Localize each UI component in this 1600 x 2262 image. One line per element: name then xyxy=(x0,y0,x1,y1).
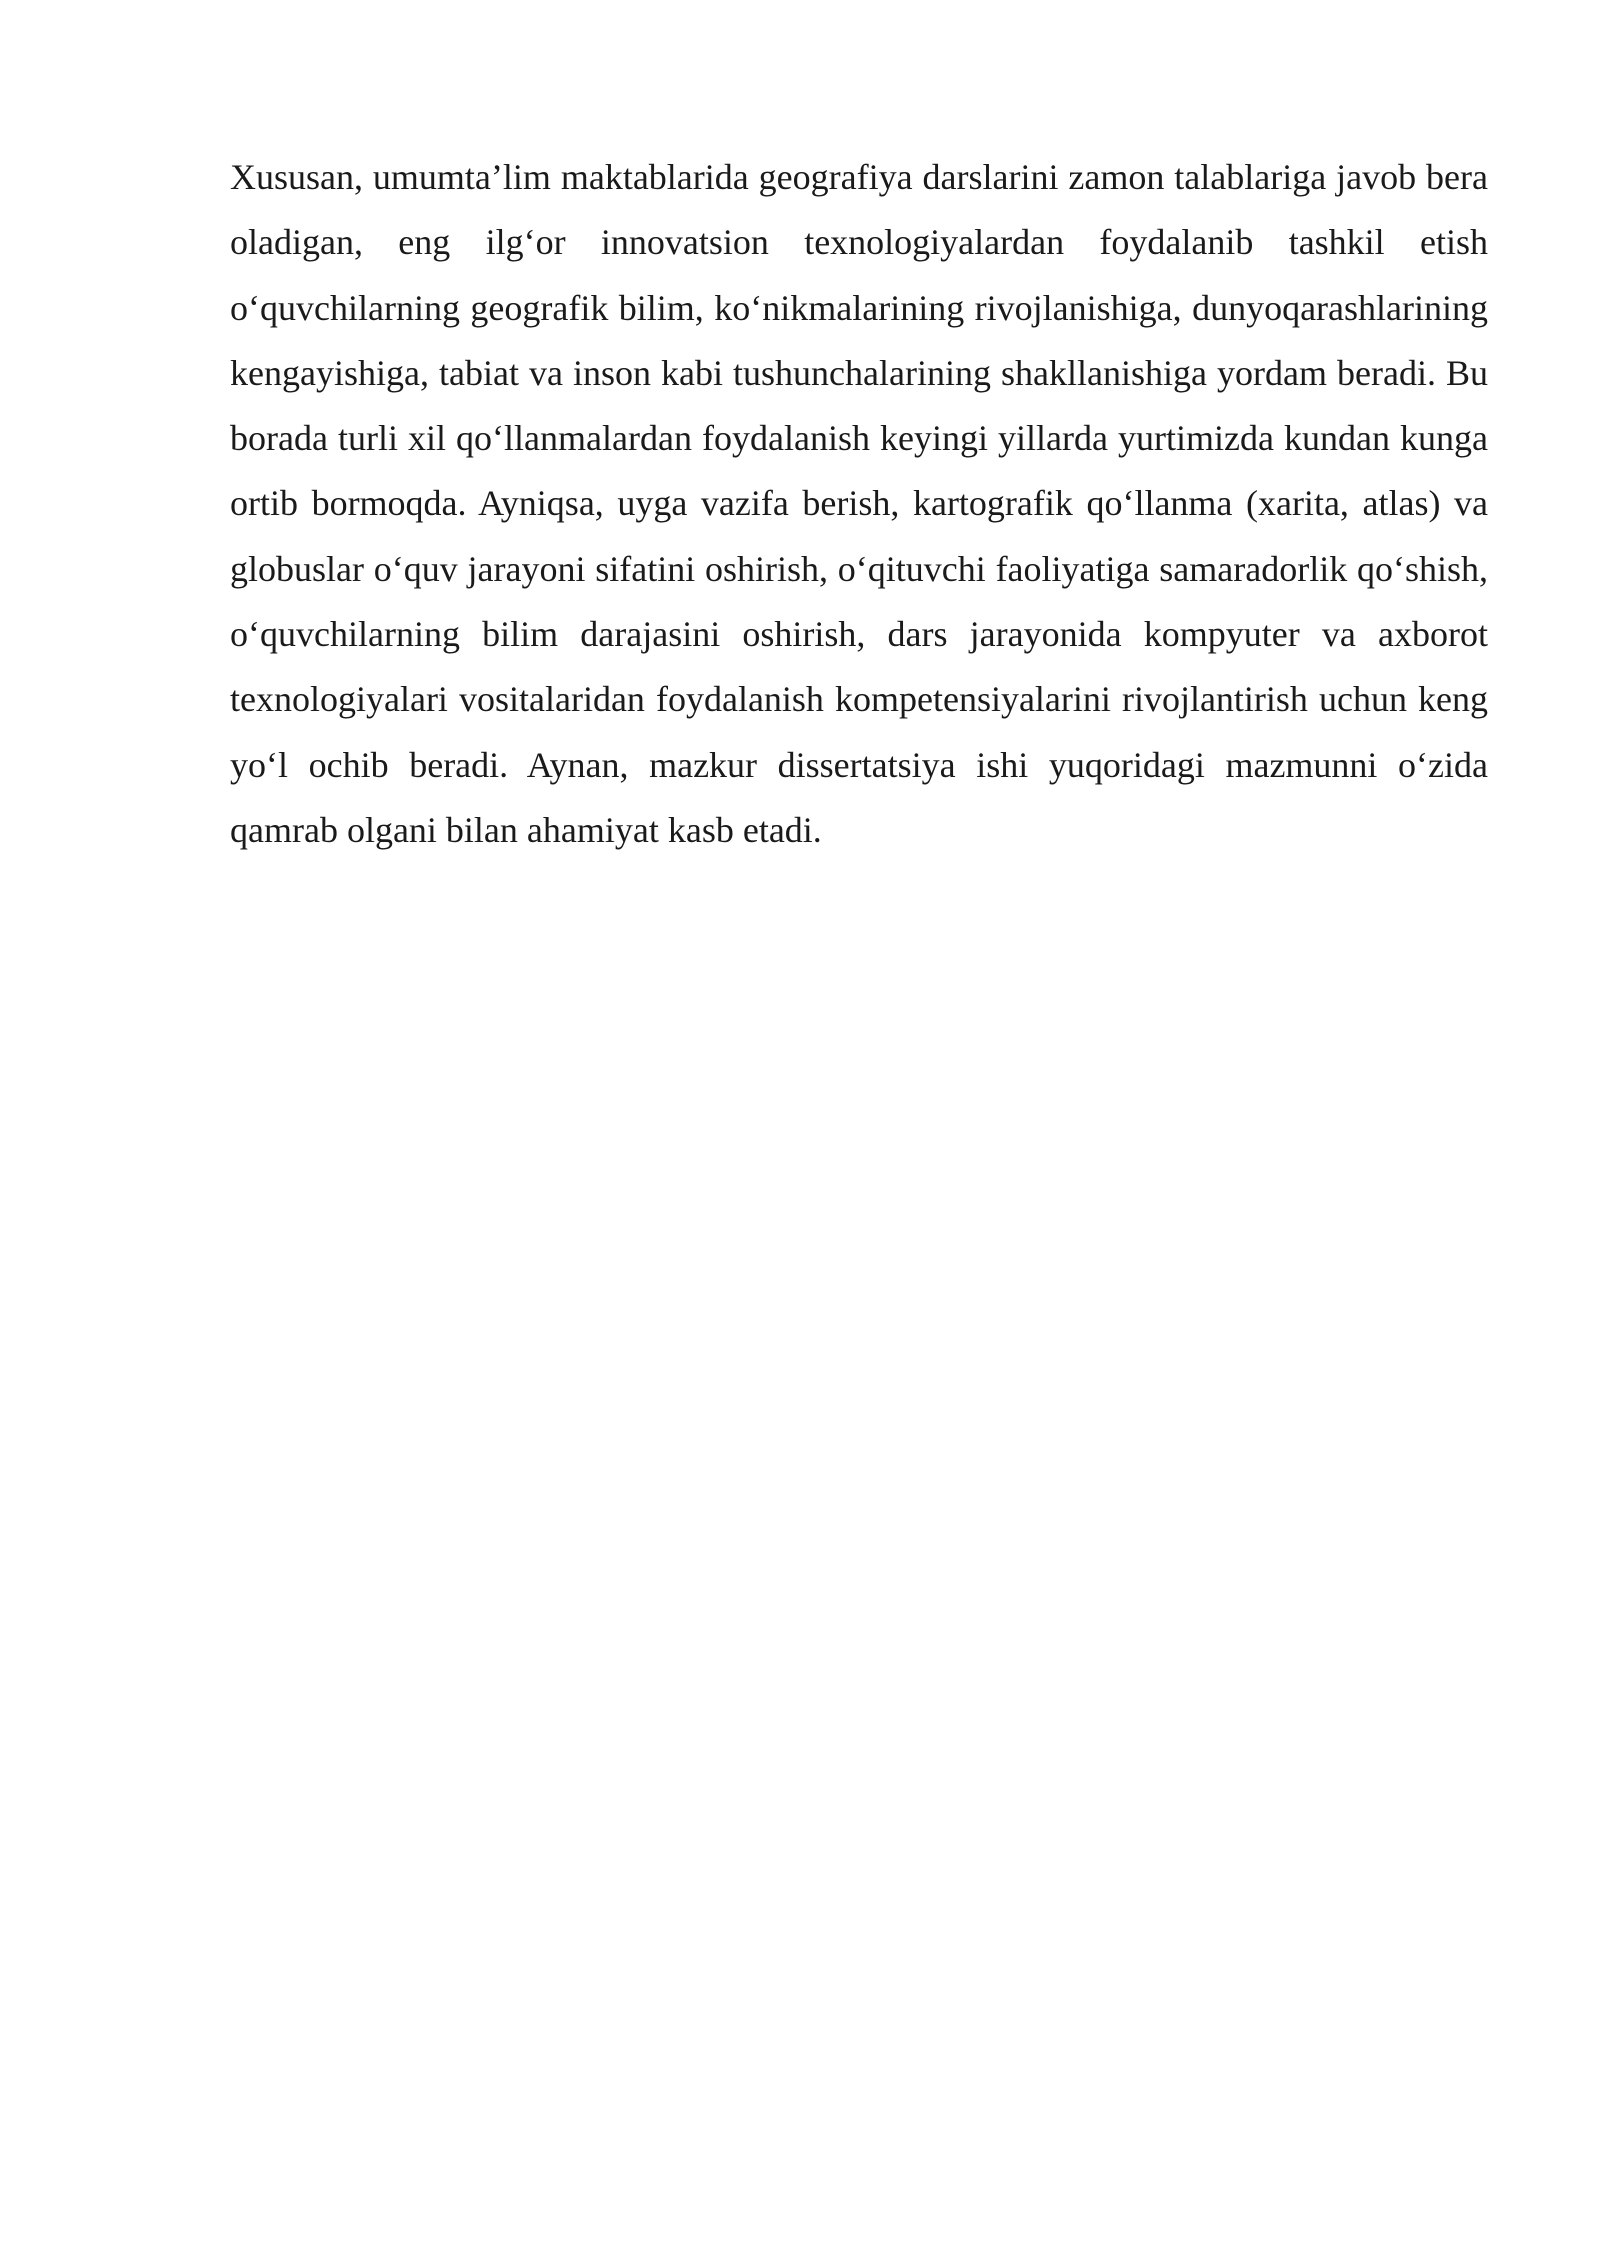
body-paragraph: Xususan, umumta’lim maktablarida geografiya darslarini zamon talablariga javob bera oladigan, eng ilg‘or innovatsion texnologiyalardan foydalanib tashkil etish o‘quvchilarning geografik bilim, ko‘nikmalarining rivojlanishiga, dunyoqarashlarining kengayishiga, tabiat va inson kabi tushunchalarining shakllanishiga yordam beradi. Bu borada turli xil qo‘llanmalardan foydalanish keyingi yillarda yurtimizda kundan kunga ortib bormoqda. Ayniqsa, uyga vazifa berish, kartografik qo‘llanma (xarita, atlas) va globuslar o‘quv jarayoni sifatini oshirish, o‘qituvchi faoliyatiga samaradorlik qo‘shish, o‘quvchilarning bilim darajasini oshirish, dars jarayonida kompyuter va axborot texnologiyalari vositalaridan foydalanish kompetensiyalarini rivojlantirish uchun keng yo‘l ochib beradi. Aynan, mazkur dissertatsiya ishi yuqoridagi mazmunni o‘zida qamrab olgani bilan ahamiyat kasb etadi. xyxy=(230,157,1488,850)
